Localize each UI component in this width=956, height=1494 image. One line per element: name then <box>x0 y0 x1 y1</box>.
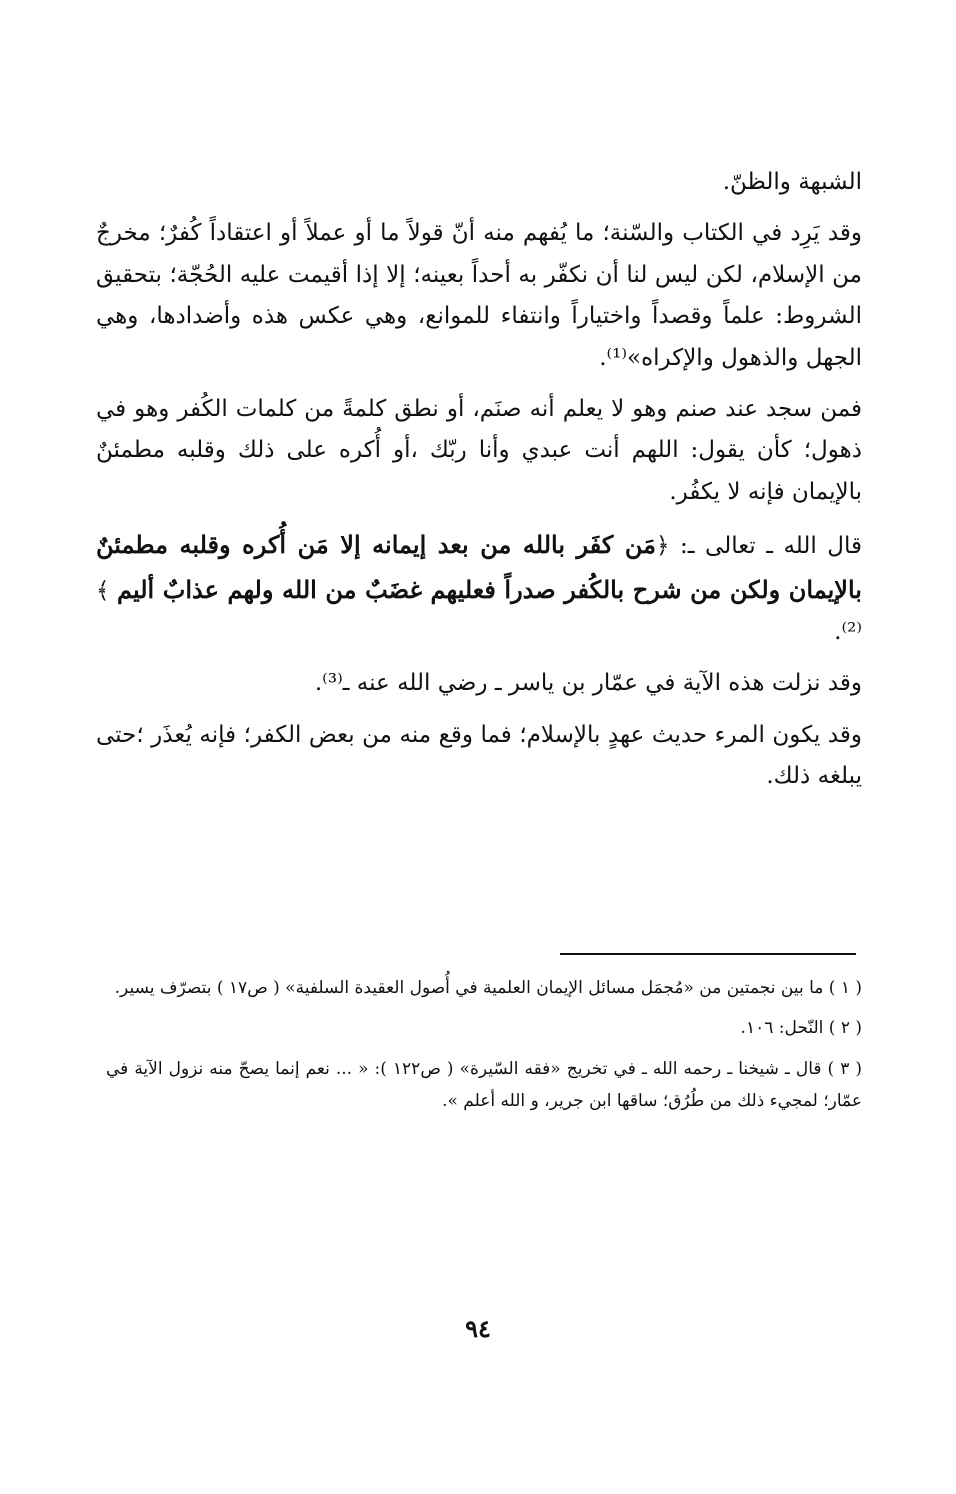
footnotes <box>106 972 862 1117</box>
paragraph-continuation: الشبهة والظنّ. <box>722 169 862 195</box>
footnote-2: ( ٢ ) النّحل: ١٠٦. <box>740 1018 862 1039</box>
verse-text: مَن كفَر بالله من بعد إيمانه إلا مَن أُكره وقلبه مطمئنٌ بالإيمان ولكن من شرح بالكُفر صدراً فعليهم غضَبٌ من الله ولهم عذابٌ أليم <box>96 530 862 604</box>
paragraph-examples: فمن سجد عند صنم وهو لا يعلم أنه صنَم، أو نطق كلمةً من كلمات الكُفر وهو في ذهول؛ كأن يقول: اللهم أنت عبدي وأنا ربّك ،أو أُكره على ذلك وقلبه مطمئنٌ بالإيمان فإنه لا يكفُر. <box>96 395 862 505</box>
paragraph-new-muslim: وقد يكون المرء حديث عهدٍ بالإسلام؛ فما وقع منه من بعض الكفر؛ فإنه يُعذَر ؛حتى يبلغه ذلك. <box>96 721 862 790</box>
paragraph-revelation: وقد نزلت هذه الآية في عمّار بن ياسر ـ رضي الله عنه ـ⁽³⁾. <box>314 670 862 697</box>
paragraph-quran-verse <box>96 523 862 653</box>
footnote-separator <box>560 953 856 955</box>
footnote-1: ( ١ ) ما بين نجمتين من «مُجمَل مسائل الإيمان العلمية في أُصول العقيدة السلفية» ( ص١٧ ) بتصرّف يسير. <box>114 978 862 998</box>
main-text <box>96 162 862 797</box>
page-number: ٩٤ <box>465 1314 491 1343</box>
paragraph-takfir-conditions: وقد يَرِد في الكتاب والسّنة؛ ما يُفهم منه أنّ قولاً ما أو عملاً أو اعتقاداً كُفرٌ؛ مخرجٌ من الإسلام، لكن ليس لنا أن نكفّر به أحداً بعينه؛ إلا إذا أقيمت عليه الحُجّة؛ بتحقيق الشروط: علماً وقصداً واختياراً وانتفاء للموانع، وهي عكس هذه وأضدادها، وهي الجهل والذهول والإكراه»⁽¹⁾. <box>96 220 862 371</box>
verse-intro: قال الله ـ تعالى ـ: ﴿ <box>656 533 863 560</box>
verse-outro: ﴾⁽²⁾. <box>96 577 862 645</box>
footnote-3: ( ٣ ) قال ـ شيخنا ـ رحمه الله ـ في تخريج «فقه السّيرة» ( ص١٢٢ ): « ... نعم إنما يصحّ منه نزول الآية في عمّار؛ لمجيء ذلك من طُرُق؛ ساقها ابن جرير، و الله أعلم ». <box>106 1058 862 1111</box>
